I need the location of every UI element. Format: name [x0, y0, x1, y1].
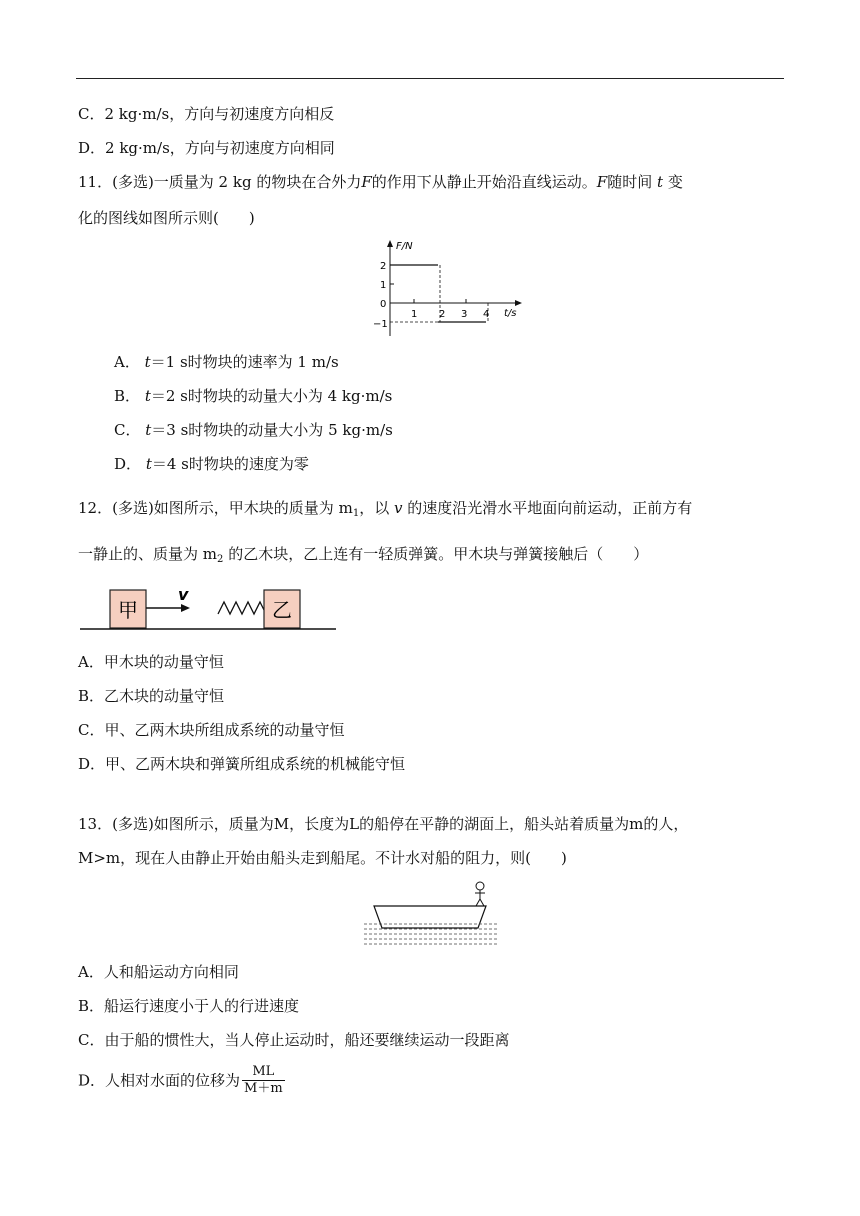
- y-axis-arrow: [387, 240, 393, 247]
- x-tick-2: 2: [439, 309, 446, 320]
- x-axis-label: t/s: [504, 308, 517, 319]
- y-axis-label: F/N: [396, 241, 413, 252]
- y-tick-neg1: −1: [373, 319, 388, 330]
- spring: [218, 602, 264, 614]
- q12-option-b: B．乙木块的动量守恒: [78, 687, 225, 705]
- y-tick-2: 2: [380, 261, 387, 272]
- q12-blocks-diagram: [80, 586, 342, 636]
- q13-stem-line2: M>m，现在人由静止开始由船头走到船尾。不计水对船的阻力，则( ): [78, 849, 567, 867]
- q11-option-b: B． t＝2 s时物块的动量大小为 4 kg·m/s: [114, 387, 393, 405]
- q13-option-d: D．人相对水面的位移为 $\frac{ML}{M+m}$: [78, 1064, 283, 1096]
- q11-force-time-graph: [360, 236, 530, 340]
- x-tick-3: 3: [461, 309, 468, 320]
- q12-option-d: D．甲、乙两木块和弹簧所组成系统的机械能守恒: [78, 755, 406, 773]
- q11-option-d: D． t＝4 s时物块的速度为零: [114, 455, 309, 473]
- boat-hull: [374, 906, 486, 928]
- q10-option-d: D．2 kg·m/s，方向与初速度方向相同: [78, 139, 335, 157]
- displacement-fraction: $\frac{ML}{M+m}$: [244, 1064, 283, 1096]
- q12-stem-line1: 12．(多选)如图所示，甲木块的质量为 $m_1$，以 v 的速度沿光滑水平地面向前运动，正前方有: [78, 499, 693, 519]
- q13-stem-line1: 13．(多选)如图所示，质量为M，长度为L的船停在平静的湖面上，船头站着质量为m的人，: [78, 815, 689, 833]
- q11-option-c: C． t＝3 s时物块的动量大小为 5 kg·m/s: [114, 421, 393, 439]
- y-tick-1: 1: [380, 280, 387, 291]
- q10-option-c: C．2 kg·m/s，方向与初速度方向相反: [78, 105, 335, 123]
- q12-stem-line2: 一静止的、质量为 $m_2$ 的乙木块，乙上连有一轻质弹簧。甲木块与弹簧接触后（ ）: [78, 545, 649, 565]
- header-rule: [76, 78, 784, 79]
- q13-option-c: C．由于船的惯性大，当人停止运动时，船还要继续运动一段距离: [78, 1031, 510, 1049]
- q13-option-b: B．船运行速度小于人的行进速度: [78, 997, 300, 1015]
- person-head: [476, 882, 484, 890]
- velocity-label: v: [178, 586, 189, 604]
- velocity-arrowhead: [181, 604, 190, 612]
- q11-option-a: A． t＝1 s时物块的速率为 1 m/s: [114, 353, 339, 371]
- x-tick-4: 4: [483, 309, 490, 320]
- x-tick-1: 1: [411, 309, 418, 320]
- q13-boat-diagram: [358, 878, 504, 948]
- x-axis-arrow: [515, 300, 522, 306]
- q11-stem-line1: 11．(多选)一质量为 2 kg 的物块在合外力F的作用下从静止开始沿直线运动。F随时间 t 变: [78, 173, 683, 191]
- person-right-leg: [480, 899, 484, 906]
- q13-option-a: A．人和船运动方向相同: [78, 963, 239, 981]
- block-yi-label: 乙: [272, 598, 292, 622]
- q11-stem-line2: 化的图线如图所示则( ): [78, 209, 255, 227]
- person-left-leg: [476, 899, 480, 906]
- y-tick-0: 0: [380, 299, 387, 310]
- q12-option-c: C．甲、乙两木块所组成系统的动量守恒: [78, 721, 345, 739]
- q12-option-a: A．甲木块的动量守恒: [78, 653, 224, 671]
- block-jia-label: 甲: [118, 598, 138, 622]
